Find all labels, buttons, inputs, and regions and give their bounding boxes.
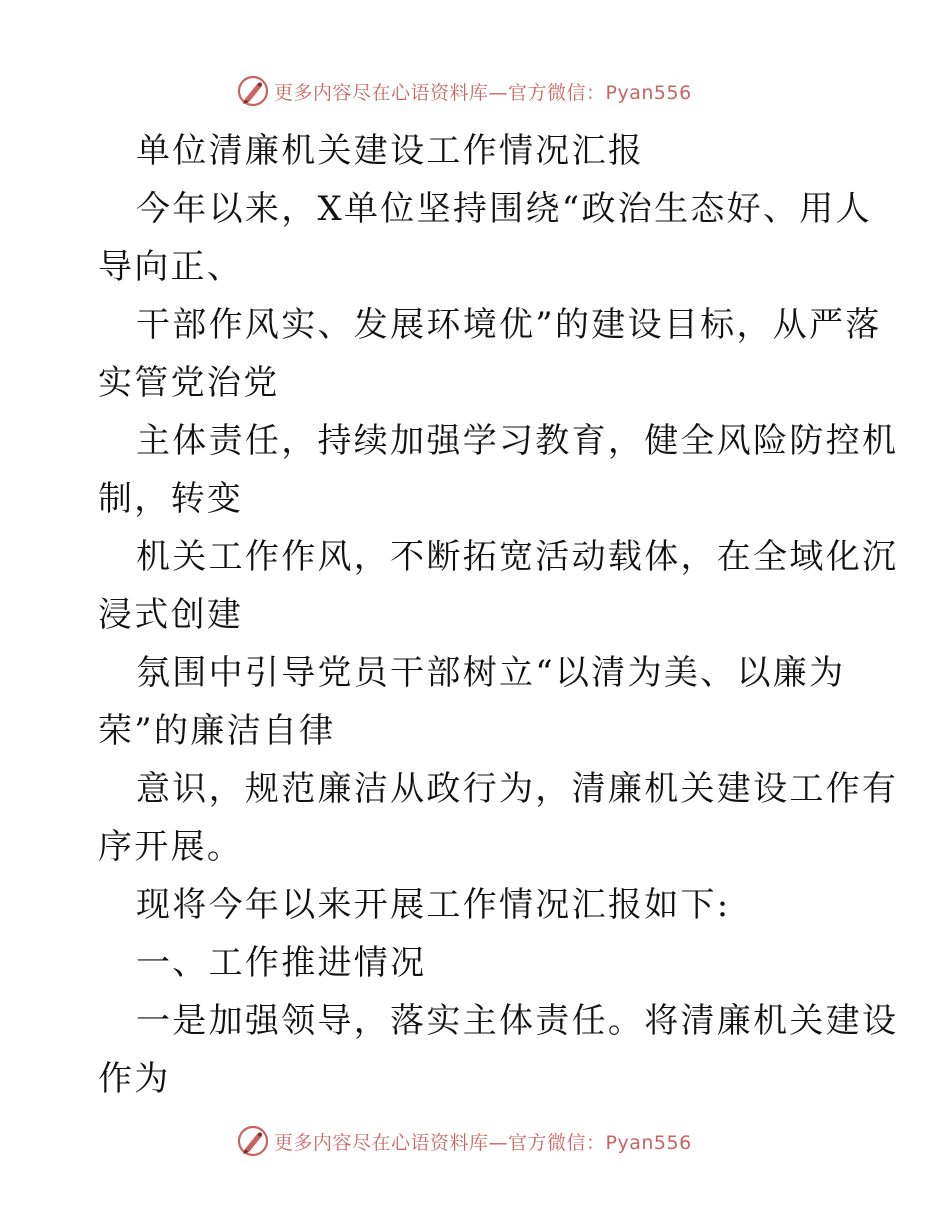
paragraph-line: 作为	[98, 1059, 171, 1099]
paragraph-line: 现将今年以来开展工作情况汇报如下:	[136, 885, 731, 925]
paragraph-line: 主体责任，持续加强学习教育，健全风险防控机	[136, 421, 899, 461]
paragraph-line: 制，转变	[98, 479, 244, 519]
paragraph-line: 氛围中引导党员干部树立“以清为美、以廉为	[136, 653, 846, 693]
header-watermark	[236, 74, 692, 108]
document-body	[98, 122, 899, 1108]
watermark-text: 更多内容尽在心语资料库—官方微信：Pyan556	[274, 81, 692, 104]
paragraph-line: 意识，规范廉洁从政行为，清廉机关建设工作有	[136, 769, 899, 809]
paragraph-line: 今年以来，X单位坚持围绕“政治生态好、用人	[136, 189, 872, 229]
paragraph-line: 机关工作作风，不断拓宽活动载体，在全域化沉	[136, 537, 899, 577]
pen-logo-icon	[236, 1124, 270, 1158]
paragraph-line: 导向正、	[98, 247, 244, 287]
watermark-text: 更多内容尽在心语资料库—官方微信：Pyan556	[274, 1131, 692, 1154]
footer-watermark	[236, 1124, 692, 1158]
paragraph-line: 实管党治党	[98, 363, 280, 403]
paragraph-line: 浸式创建	[98, 595, 244, 635]
paragraph-line: 序开展。	[98, 827, 244, 867]
paragraph-line: 荣”的廉洁自律	[98, 711, 336, 751]
pen-logo-icon	[236, 74, 270, 108]
paragraph-line: 干部作风实、发展环境优”的建设目标，从严落	[136, 305, 882, 345]
section-heading: 一、工作推进情况	[136, 943, 427, 983]
paragraph-line: 一是加强领导，落实主体责任。将清廉机关建设	[136, 1001, 899, 1041]
document-title: 单位清廉机关建设工作情况汇报	[136, 131, 645, 171]
